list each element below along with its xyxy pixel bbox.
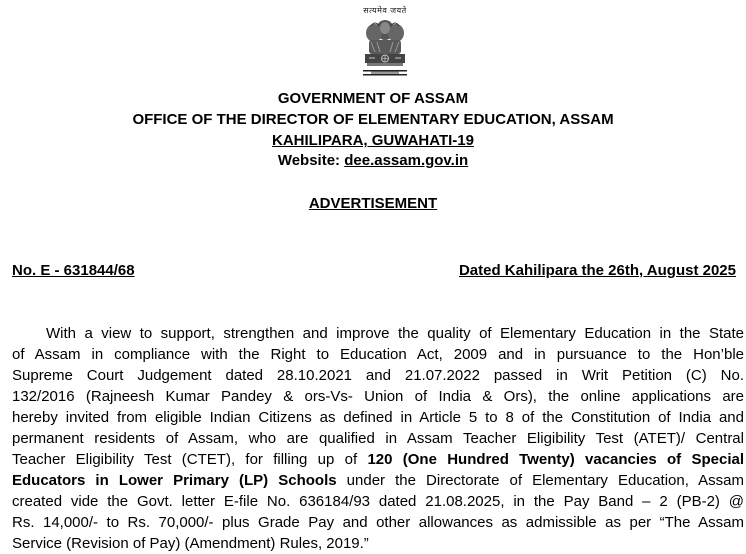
office-address: KAHILIPARA, GUWAHATI-19 — [272, 132, 474, 149]
body-line-9: created vide the Govt. letter E-file No. 636184/93 dated 21.08.2025, in the Pay Band – 2 (PB-2) @ — [12, 493, 744, 510]
body-line-10: Rs. 14,000/- to Rs. 70,000/- plus Grade Pay and other allowances as admissible as per “The Assam — [12, 514, 744, 531]
reference-date: Dated Kahilipara the 26th, August 2025 — [458, 262, 736, 279]
post-name: Educators in Lower Primary (LP) Schools — [12, 472, 337, 489]
website-label: Website: — [277, 152, 345, 169]
website-link[interactable]: dee.assam.gov.in — [344, 152, 469, 169]
body-line-5: hereby invited from eligible Indian Citizens as defined in Article 5 to 8 of the Constitution of India and — [12, 409, 744, 426]
reference-number: No. E - 631844/68 — [12, 262, 135, 279]
emblem-motto: सत्यमेव जयते — [363, 6, 407, 15]
national-emblem — [357, 6, 413, 82]
body-line-8 — [12, 470, 744, 491]
body-line-3: Supreme Court Judgement dated 28.10.2021 and 21.07.2022 passed in Writ Petition (C) No. — [12, 367, 744, 384]
website-line — [0, 152, 746, 170]
body-line-7-text: Teacher Eligibility Test (CTET), for filling up of — [12, 451, 368, 468]
body-line-11: Service (Revision of Pay) (Amendment) Rules, 2019.” — [12, 535, 369, 552]
body-line-4: 132/2016 (Rajneesh Kumar Pandey & ors-Vs- Union of India & Ors), the online applications are — [12, 388, 744, 405]
advertisement-title: ADVERTISEMENT — [308, 195, 438, 212]
body-line-2: of Assam in compliance with the Right to Education Act, 2009 and in pursuance to the Hon’ble — [12, 346, 744, 363]
body-line-1: With a view to support, strengthen and improve the quality of Elementary Education in the State — [46, 325, 744, 342]
national-emblem-icon — [357, 18, 413, 80]
office-heading: OFFICE OF THE DIRECTOR OF ELEMENTARY EDUCATION, ASSAM — [132, 111, 614, 128]
address-heading — [0, 132, 746, 150]
body-line-6: permanent residents of Assam, who are qualified in Assam Teacher Eligibility Test (ATET)/ Central — [12, 430, 744, 447]
advertisement-title-line — [0, 195, 746, 213]
government-heading: GOVERNMENT OF ASSAM — [277, 90, 469, 107]
body-line-7 — [12, 449, 744, 470]
body-paragraph — [12, 323, 744, 554]
body-line-8-text: under the Directorate of Elementary Education, Assam — [336, 472, 744, 489]
vacancy-count: 120 (One Hundred Twenty) vacancies of Special — [367, 451, 744, 468]
